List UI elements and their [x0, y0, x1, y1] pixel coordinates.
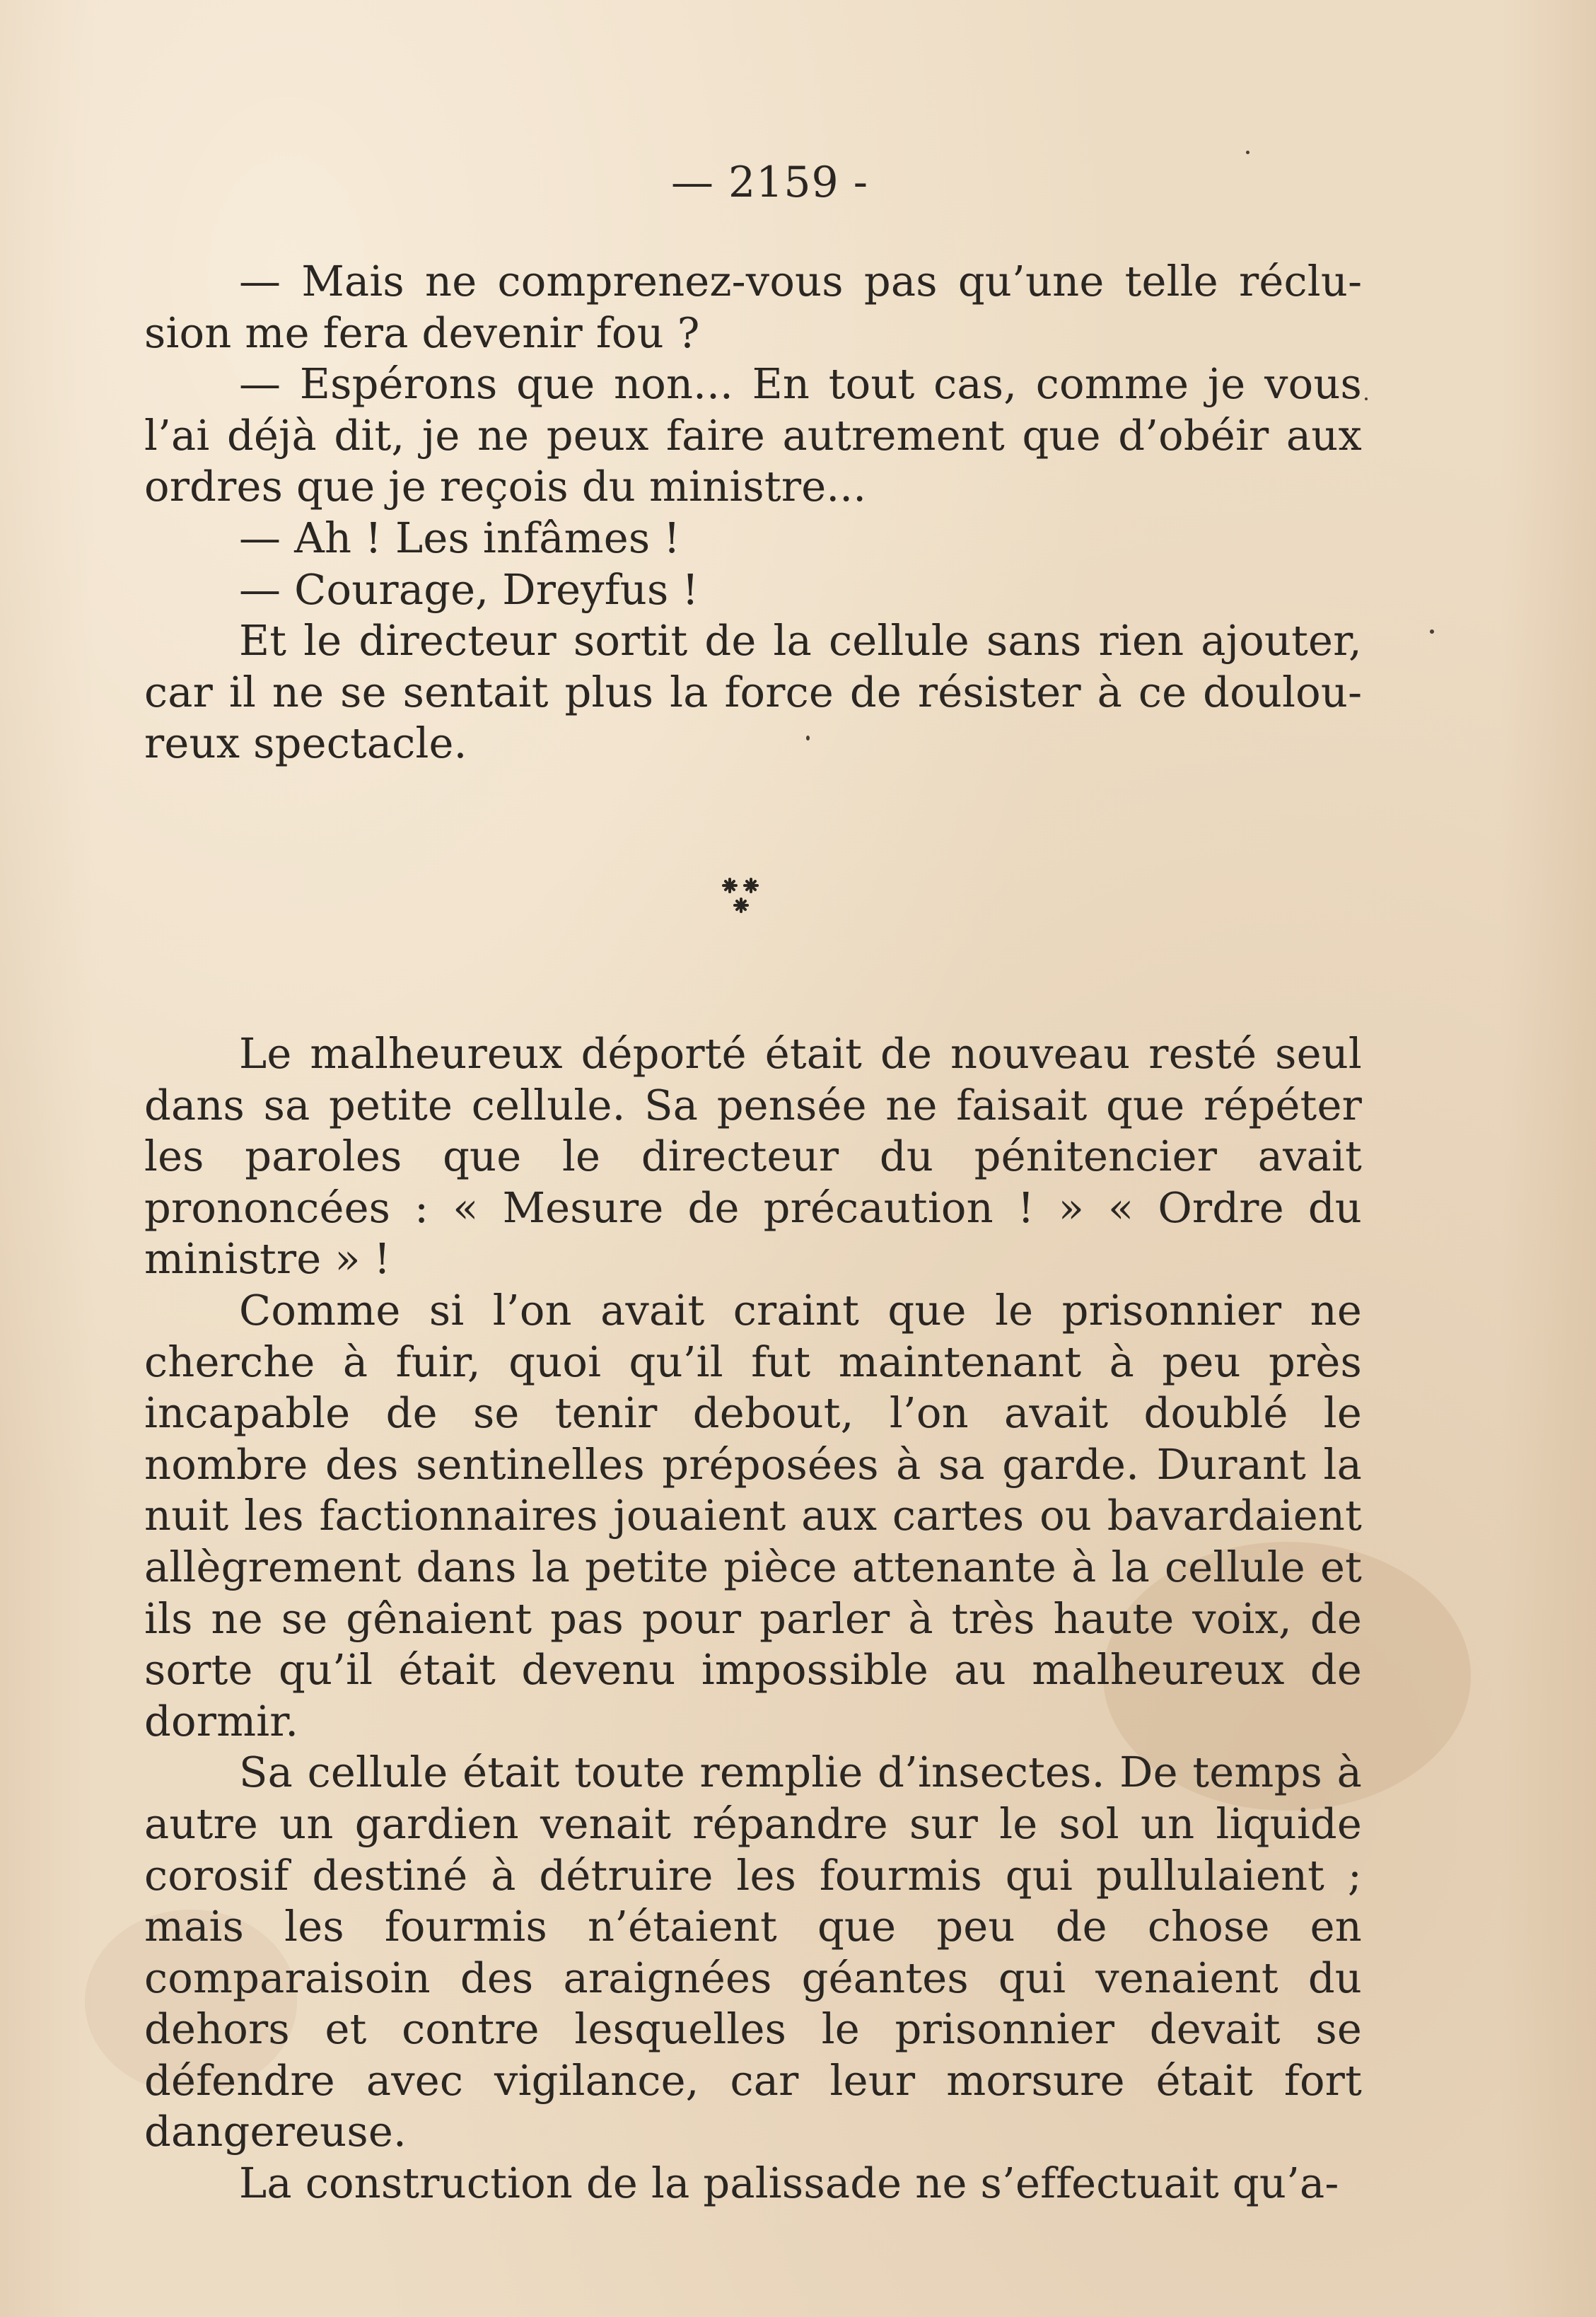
paragraph: Sa cellule était toute remplie d’insectes. De temps à autre un gardien venait répandre sur le sol un liquide corosif destiné à détruire les fourmis qui pullulaient ; mais les fourmis n’étaient que peu de chose en comparaisoin des araignées géantes qui venaient du dehors et contre lesquelles le prisonnier devait se défendre avec vigilance, car leur morsure était fort dangereuse.: [144, 1748, 1362, 2156]
dialogue-section: [144, 256, 1362, 770]
paragraph: — Espérons que non... En tout cas, comme je vous l’ai déjà dit, je ne peux faire autrement que d’obéir aux ordres que je reçois du ministre...: [144, 359, 1362, 511]
paper-speck: [1365, 397, 1368, 400]
asterism-icon: [714, 871, 771, 935]
paragraph: — Courage, Dreyfus !: [239, 564, 699, 614]
paper-speck: [1430, 629, 1434, 634]
page-number: — 2159 -: [670, 158, 869, 207]
paragraph: — Ah ! Les infâmes !: [239, 513, 681, 562]
narrative-section: [144, 1028, 1362, 2209]
paragraph: Comme si l’on avait craint que le prisonnier ne cherche à fuir, quoi qu’il fut maintenant à peu près incapable de se tenir debout, l’on avait doublé le nombre des sentinelles préposées à sa garde. Durant la nuit les factionnaires jouaient aux cartes ou bavardaient allègrement dans la petite pièce attenante à la cellule et ils ne se gênaient pas pour parler à très haute voix, de sorte qu’il était devenu impossible au malheureux de dormir.: [144, 1285, 1362, 1746]
paragraph: Et le directeur sortit de la cellule sans rien ajouter, car il ne se sentait plus la force de résister à ce douloureux spectacle.: [144, 616, 1362, 768]
paragraph: La construction de la palissade ne s’effectuait qu’a-: [239, 2159, 1339, 2208]
paragraph: — Mais ne comprenez-vous pas qu’une telle réclusion me fera devenir fou ?: [144, 257, 1362, 357]
paragraph: Le malheureux déporté était de nouveau resté seul dans sa petite cellule. Sa pensée ne faisait que répéter les paroles que le directeur du pénitencier avait prononcées : « Mesure de précaution ! » « Ordre du ministre » !: [144, 1029, 1362, 1284]
